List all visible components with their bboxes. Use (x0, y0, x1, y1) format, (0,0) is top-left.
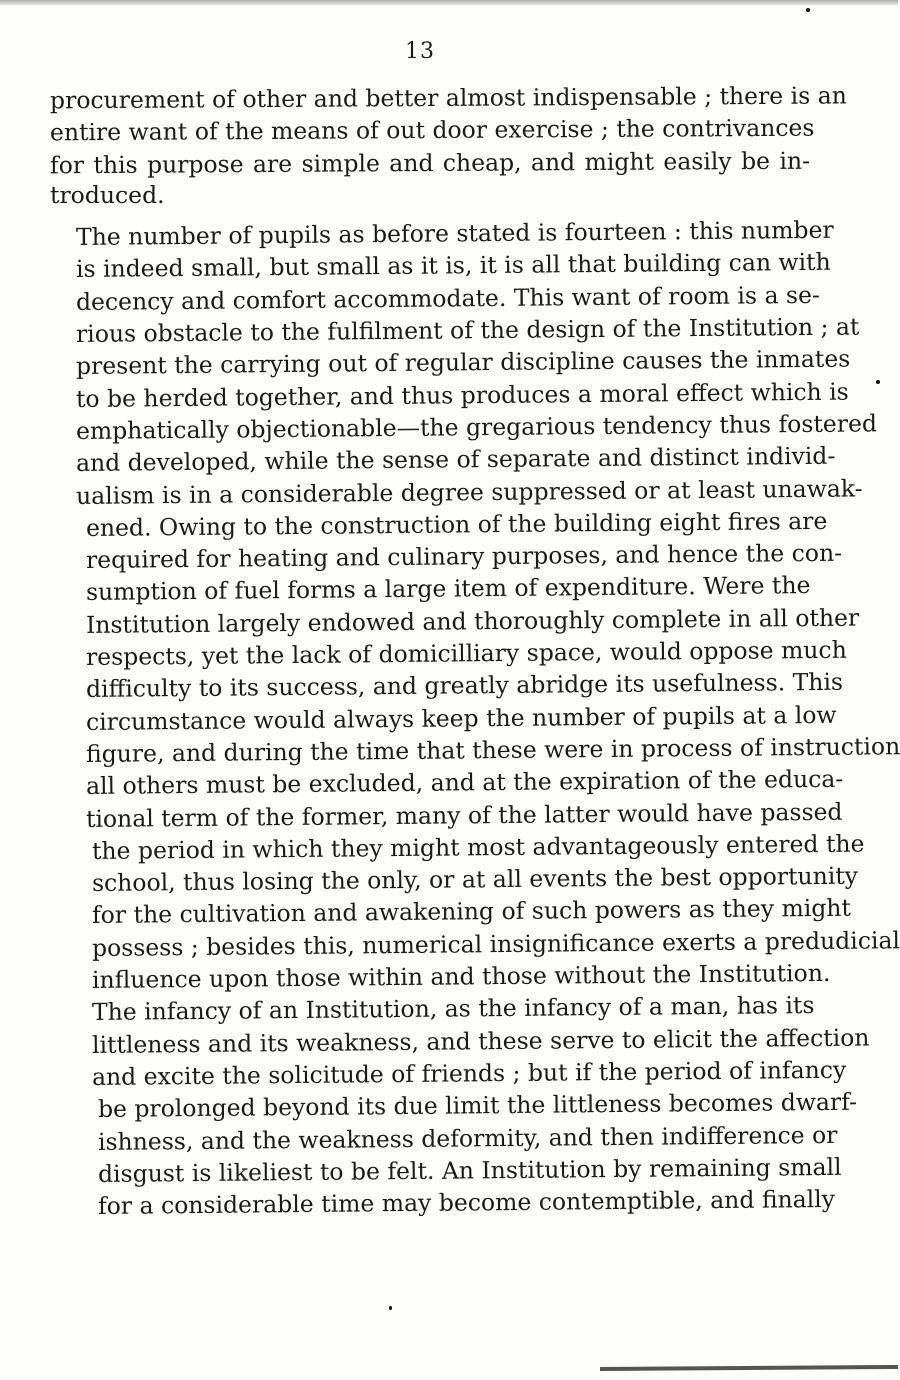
text-line: rious obstacle to the fulfilment of the design of the Institution ; at (75, 312, 860, 349)
text-line: difficulty to its success, and greatly abridge its usefulness. This (85, 668, 844, 704)
text-line: littleness and its weakness, and these serve to elicit the affection (91, 1023, 870, 1059)
text-line: troduced. (50, 180, 165, 209)
text-line: Institution largely endowed and thoroughly complete in all other (85, 603, 860, 639)
text-line: decency and comfort accommodate. This want of room is a se- (75, 280, 821, 316)
page-number: 13 (405, 39, 435, 64)
text-line: and excite the solicitude of friends ; but if the period of infancy (91, 1055, 847, 1091)
scan-top-edge (0, 0, 898, 6)
text-line: ened. Owing to the construction of the building eight fires are (85, 506, 828, 542)
text-line: for this purpose are simple and cheap, and might easily be in- (49, 146, 811, 179)
text-line: circumstance would always keep the number of pupils at a low (85, 700, 837, 736)
text-line: sumption of fuel forms a large item of expenditure. Were the (85, 571, 811, 607)
text-line: present the carrying out of regular discipline causes the inmates (75, 344, 851, 381)
paragraph-2 (50, 215, 900, 1222)
text-line: and developed, while the sense of separate and distinct individ- (75, 441, 836, 478)
text-line: figure, and during the time that these were in process of instruction (85, 732, 900, 768)
text-line: emphatically objectionable—the gregarious tendency thus fostered (75, 409, 878, 445)
text-line: procurement of other and better almost indispensable ; there is an (49, 81, 847, 115)
paragraph-1 (49, 81, 847, 211)
text-line: The number of pupils as before stated is fourteen : this number (75, 215, 834, 252)
text-line: influence upon those within and those without the Institution. (91, 958, 831, 995)
text-line: ualism is in a considerable degree suppressed or at least unawak- (75, 474, 863, 510)
text-line: is indeed small, but small as it is, it is all that building can with (75, 248, 831, 284)
scan-speck (876, 380, 880, 384)
scan-bottom-edge (600, 1365, 898, 1371)
scan-speck (389, 1306, 392, 1310)
text-line: The infancy of an Institution, as the infancy of a man, has its (91, 991, 815, 1027)
text-line: all others must be excluded, and at the expiration of the educa- (85, 764, 844, 801)
text-line: for a considerable time may become contemptible, and finally (97, 1185, 836, 1221)
text-line: for the cultivation and awakening of such powers as they might (91, 894, 852, 930)
text-line: be prolonged beyond its due limit the littleness becomes dwarf- (97, 1087, 858, 1124)
text-line: required for heating and culinary purposes, and hence the con- (85, 538, 843, 575)
text-line: to be herded together, and thus produces a moral effect which is (75, 377, 849, 413)
text-line: disgust is likeliest to be felt. An Institution by remaining small (97, 1152, 842, 1188)
text-line: tional term of the former, many of the latter would have passed (85, 797, 843, 833)
scan-speck (806, 8, 810, 12)
text-line: entire want of the means of out door exercise ; the contrivances (49, 113, 815, 147)
text-line: school, thus losing the only, or at all events the best opportunity (91, 861, 859, 898)
body-text (49, 81, 900, 1222)
text-line: the period in which they might most advantageously entered the (91, 829, 865, 865)
text-line: ishness, and the weakness deformity, and then indifference or (97, 1120, 838, 1156)
text-line: possess ; besides this, numerical insignificance exerts a predudicial (91, 925, 900, 962)
text-line: respects, yet the lack of domicilliary space, would oppose much (85, 635, 847, 672)
